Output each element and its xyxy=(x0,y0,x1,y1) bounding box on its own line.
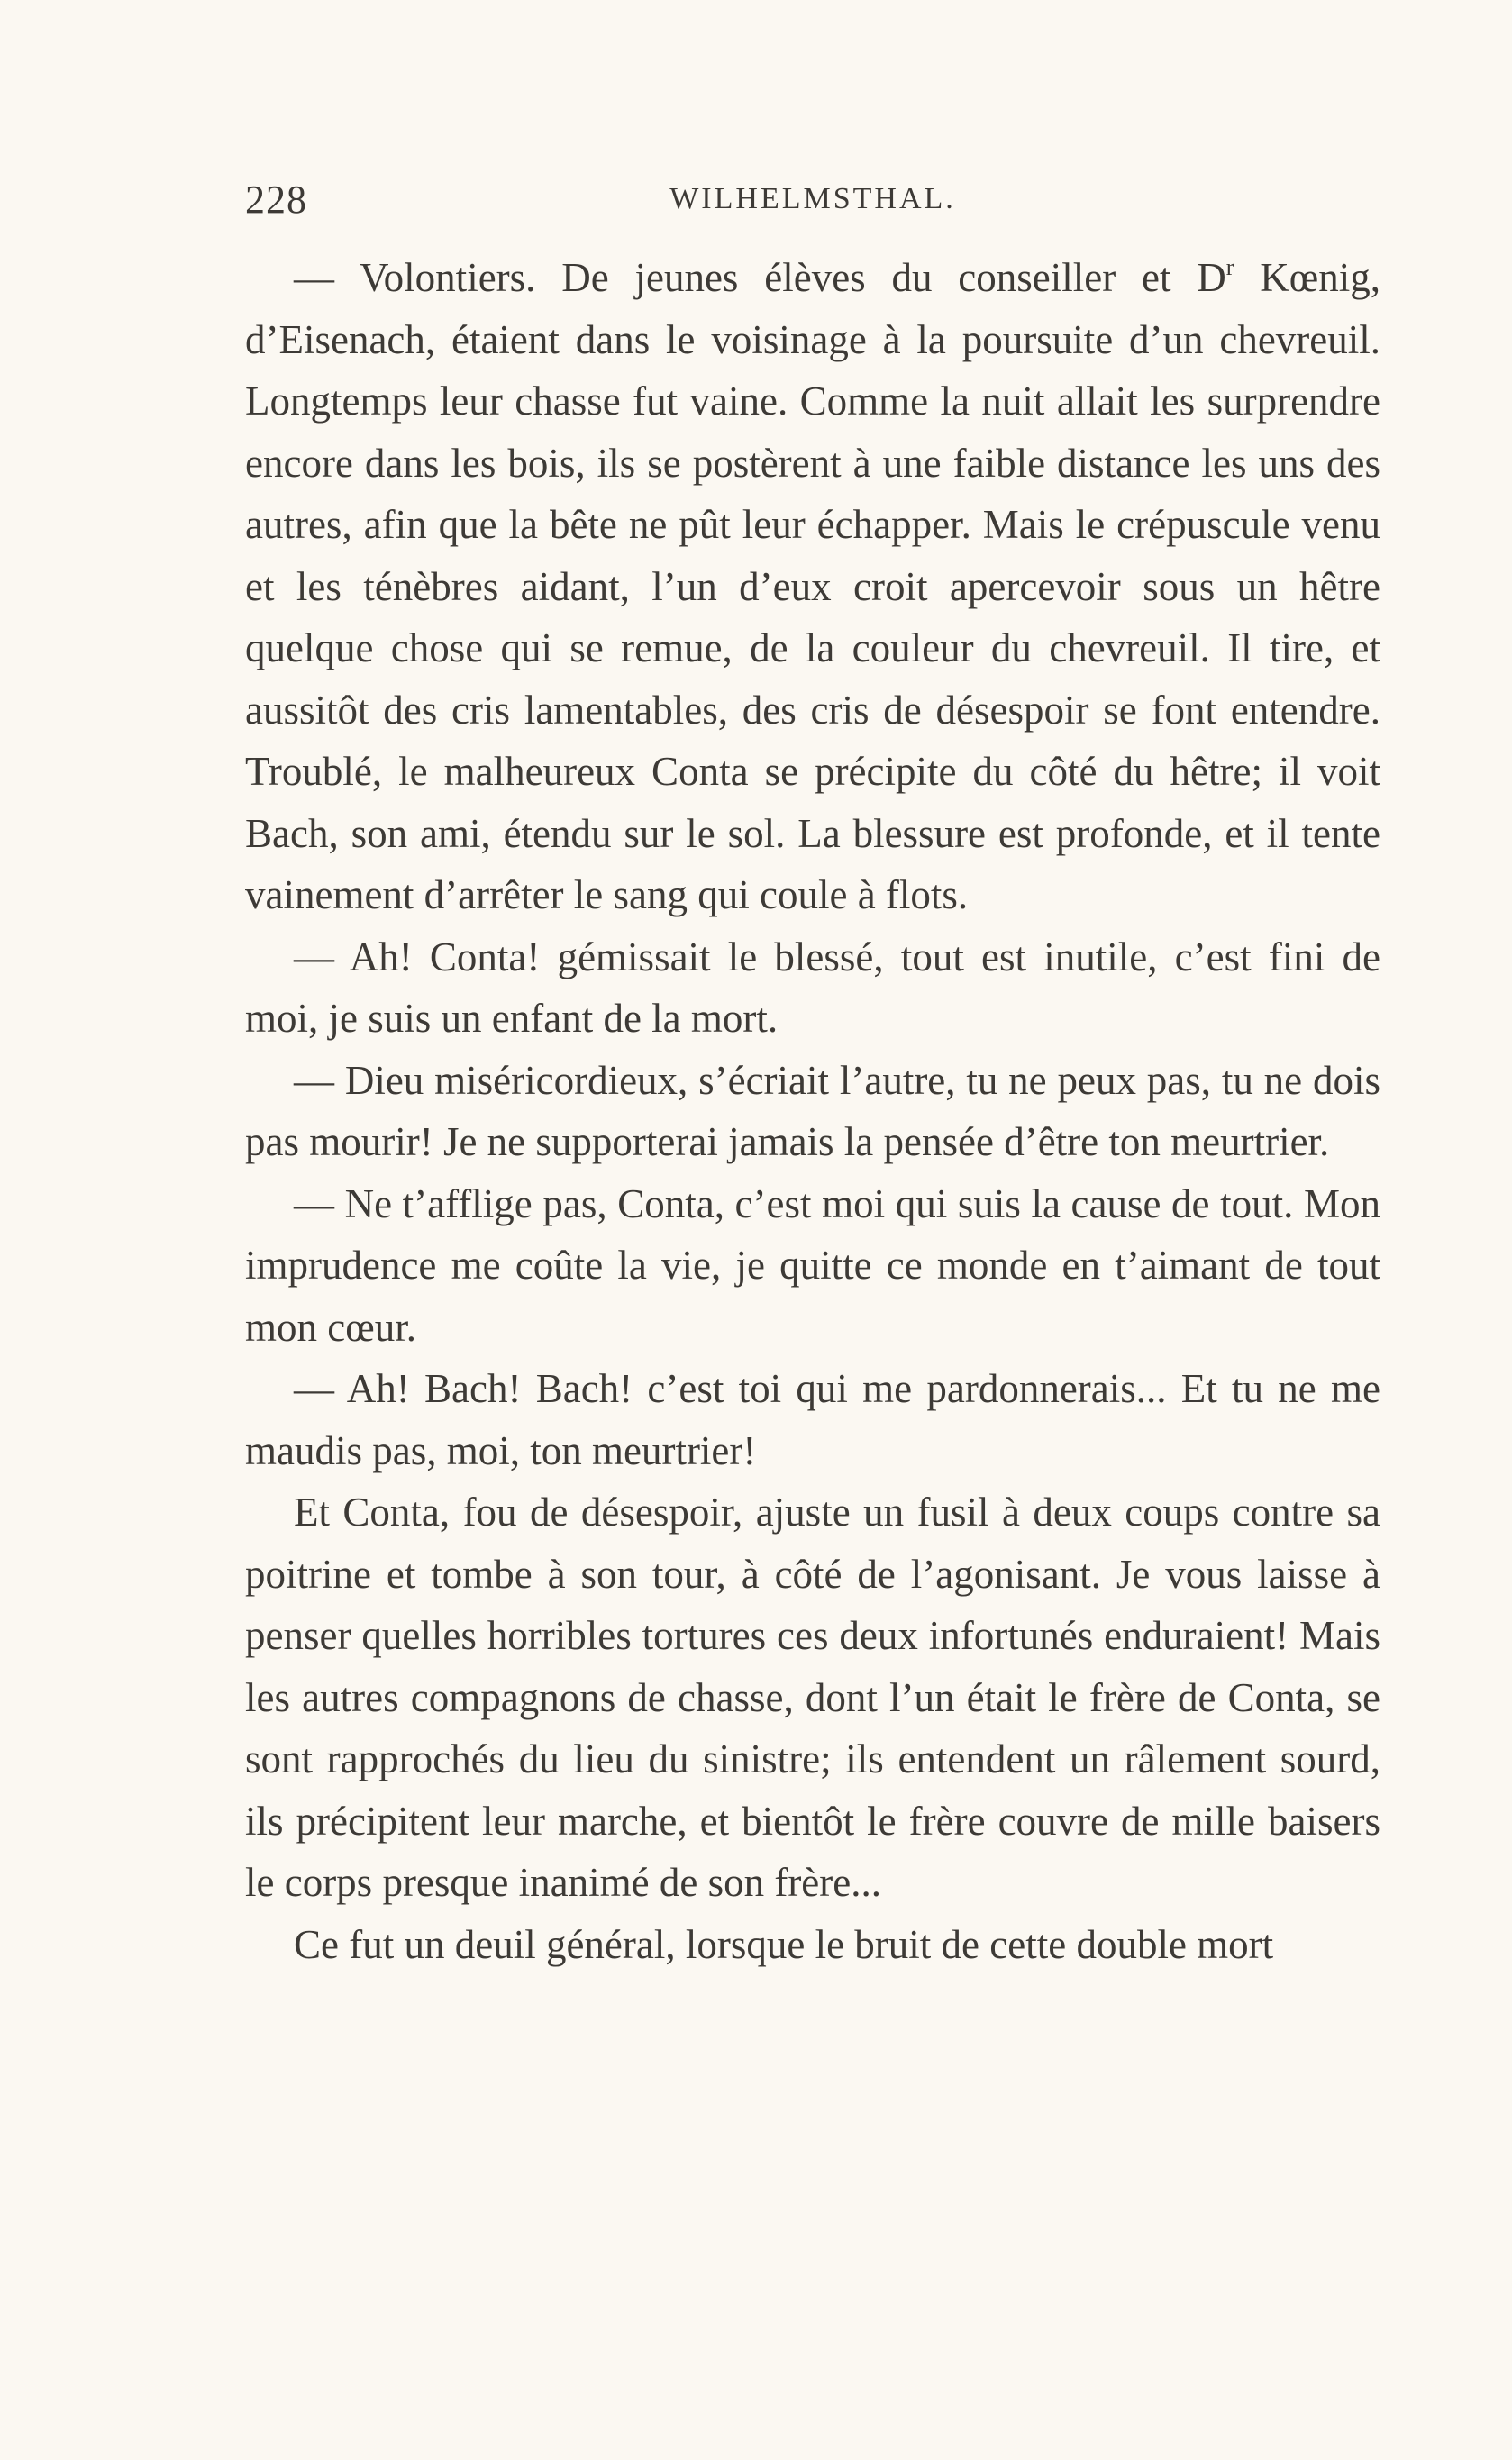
page-number: 228 xyxy=(245,178,307,222)
paragraph xyxy=(245,247,1380,926)
paragraph: — Dieu miséricordieux, s’écriait l’autre, tu ne peux pas, tu ne dois pas mourir! Je ne supporterai jamais la pensée d’être ton meurtrier. xyxy=(245,1057,1380,1164)
paragraph-text: — Volontiers. De jeunes élèves du conseiller et D xyxy=(294,255,1226,300)
paragraph: Et Conta, fou de désespoir, ajuste un fusil à deux coups contre sa poitrine et tombe à son tour, à côté de l’agonisant. Je vous laisse à penser quelles horribles tortures ces deux infortunés enduraient! Mais les autres compagnons de chasse, dont l’un était le frère de Conta, se sont rapprochés du lieu du sinistre; ils entendent un râlement sourd, ils précipitent leur marche, et bientôt le frère couvre de mille baisers le corps presque inanimé de son frère... xyxy=(245,1490,1380,1905)
running-title: WILHELMSTHAL. xyxy=(669,182,956,215)
paragraph: — Ah! Bach! Bach! c’est toi qui me pardonnerais... Et tu ne me maudis pas, moi, ton meurtrier! xyxy=(245,1366,1380,1473)
paragraph-text: Kœnig, d’Eisenach, étaient dans le voisinage à la poursuite d’un chevreuil. Longtemps leur chasse fut vaine. Comme la nuit allait les surprendre encore dans les bois, ils se postèrent à une faible distance les uns des autres, afin que la bête ne pût leur échapper. Mais le crépuscule venu et les ténèbres aidant, l’un d’eux croit apercevoir sous un hêtre quelque chose qui se remue, de la couleur du chevreuil. Il tire, et aussitôt des cris lamentables, des cris de désespoir se font entendre. Troublé, le malheureux Conta se précipite du côté du hêtre; il voit Bach, son ami, étendu sur le sol. La blessure est profonde, et il tente vainement d’arrêter le sang qui coule à flots. xyxy=(245,255,1381,917)
body-text xyxy=(245,247,1380,1975)
paragraph: — Ne t’afflige pas, Conta, c’est moi qui suis la cause de tout. Mon imprudence me coûte la vie, je quitte ce monde en t’aimant de tout mon cœur. xyxy=(245,1180,1380,1350)
superscript: r xyxy=(1225,254,1234,280)
paragraph: — Ah! Conta! gémissait le blessé, tout est inutile, c’est fini de moi, je suis un enfant de la mort. xyxy=(245,934,1380,1041)
page-header xyxy=(245,177,1380,231)
paragraph: Ce fut un deuil général, lorsque le bruit de cette double mort xyxy=(294,1921,1274,1967)
